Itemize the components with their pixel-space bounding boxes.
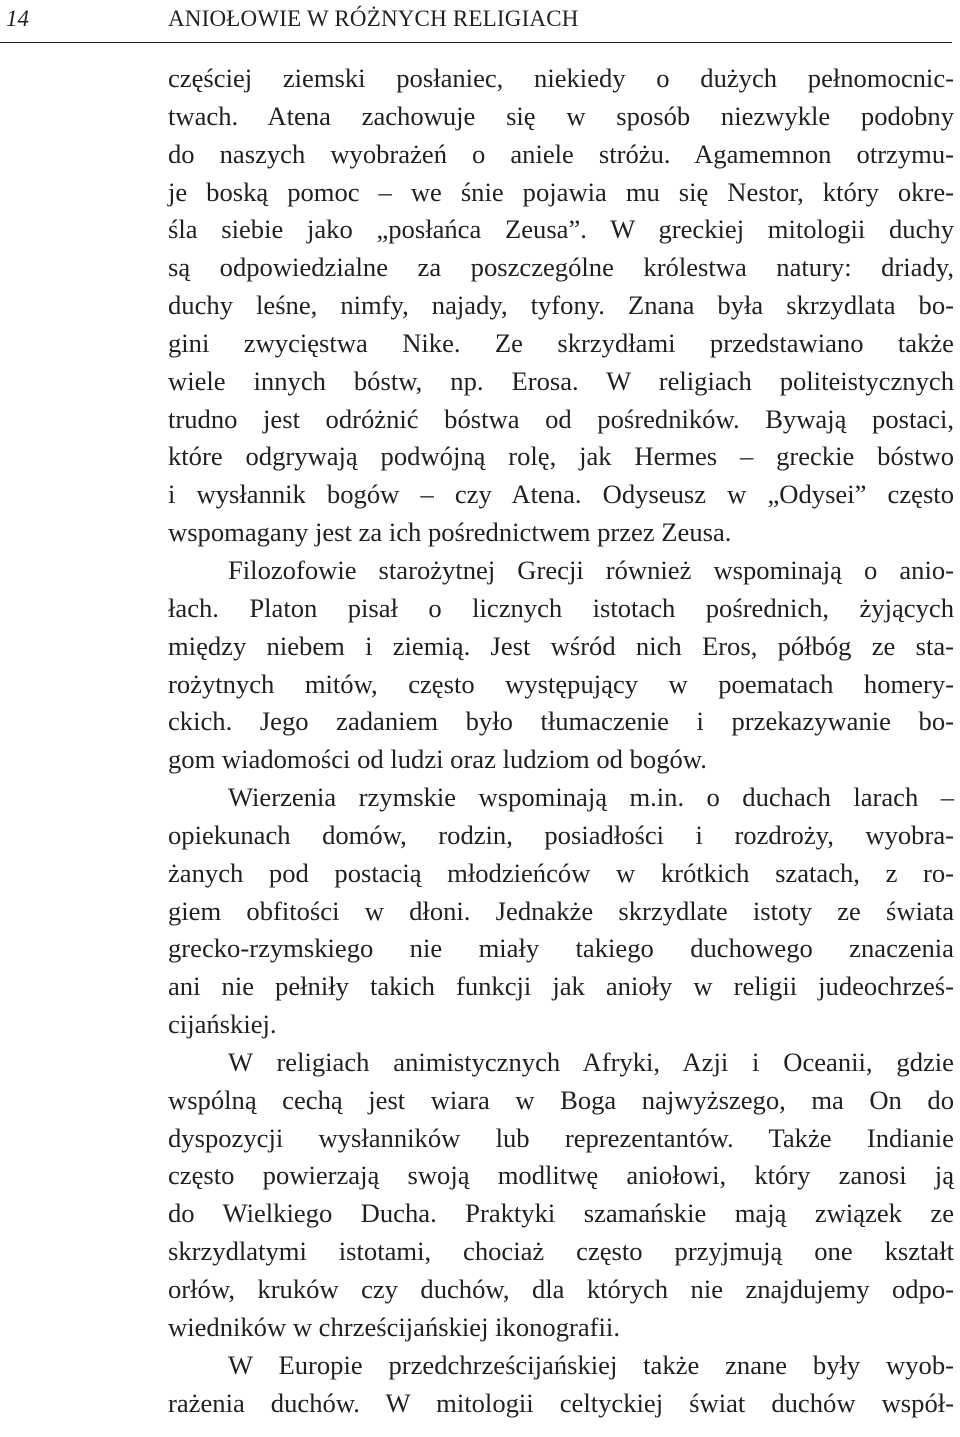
paragraph (168, 60, 954, 552)
paragraph (168, 779, 954, 1044)
text-line: łach. Platon pisał o licznych istotach pośrednich, żyjących (168, 592, 954, 623)
text-line: Filozofowie starożytnej Grecji również wspominają o anio- (228, 554, 954, 585)
text-line: żanych pod postacią młodzieńców w krótkich szatach, z ro- (168, 857, 954, 888)
text-line: cijańskiej. (168, 1009, 277, 1040)
running-head: ANIOŁOWIE W RÓŻNYCH RELIGIACH (168, 6, 579, 31)
text-line: wiedników w chrześcijańskiej ikonografii. (168, 1311, 620, 1342)
text-line: trudno jest odróżnić bóstwa od pośredników. Bywają postaci, (168, 403, 954, 434)
text-line: duchy leśne, nimfy, najady, tyfony. Znana była skrzydlata bo- (168, 290, 954, 321)
text-line: ckich. Jego zadaniem było tłumaczenie i przekazywanie bo- (168, 706, 954, 737)
text-line: orłów, kruków czy duchów, dla których nie znajdujemy odpo- (168, 1274, 954, 1304)
text-line: skrzydlatymi istotami, chociaż często przyjmują one kształt (168, 1236, 954, 1267)
text-line: Wierzenia rzymskie wspominają m.in. o duchach larach – (228, 782, 954, 813)
text-line: W Europie przedchrześcijańskiej także znane były wyob- (228, 1349, 954, 1380)
text-line: rożytnych mitów, często występujący w poematach homery- (168, 668, 954, 699)
text-line: grecko-rzymskiego nie miały takiego duchowego znaczenia (168, 933, 954, 964)
text-line: częściej ziemski posłaniec, niekiedy o dużych pełnomocnic- (168, 63, 954, 93)
text-line: W religiach animistycznych Afryki, Azji i Oceanii, gdzie (228, 1046, 954, 1077)
paragraph (168, 1347, 954, 1423)
text-line: ani nie pełniły takich funkcji jak anioły w religii judeochrześ- (168, 971, 954, 1002)
text-line: śla siebie jako „posłańca Zeusa”. W greckiej mitologii duchy (168, 214, 954, 245)
text-line: giem obfitości w dłoni. Jednakże skrzydlate istoty ze świata (168, 895, 954, 926)
page-number: 14 (6, 6, 29, 31)
body-text (168, 60, 954, 1422)
text-line: między niebem i ziemią. Jest wśród nich Eros, półbóg ze sta- (168, 630, 954, 661)
text-line: wiele innych bóstw, np. Erosa. W religiach politeistycznych (168, 365, 954, 396)
text-line: do Wielkiego Ducha. Praktyki szamańskie mają związek ze (168, 1198, 954, 1229)
text-line: i wysłannik bogów – czy Atena. Odyseusz w „Odysei” często (168, 479, 954, 510)
paragraph (168, 1044, 954, 1347)
text-line: wspólną cechą jest wiara w Boga najwyższego, ma On do (168, 1084, 954, 1115)
text-line: je boską pomoc – we śnie pojawia mu się Nestor, który okre- (168, 176, 954, 207)
text-line: wspomagany jest za ich pośrednictwem przez Zeusa. (168, 517, 732, 548)
text-line: często powierzają swoją modlitwę aniołowi, który zanosi ją (168, 1160, 954, 1191)
text-line: które odgrywają podwójną rolę, jak Hermes – greckie bóstwo (168, 441, 954, 472)
text-line: do naszych wyobrażeń o aniele stróżu. Agamemnon otrzymu- (168, 138, 954, 169)
text-line: gini zwycięstwa Nike. Ze skrzydłami przedstawiano także (168, 327, 954, 358)
text-line: gom wiadomości od ludzi oraz ludziom od bogów. (168, 744, 707, 775)
text-line: rażenia duchów. W mitologii celtyckiej świat duchów współ- (168, 1387, 954, 1418)
text-line: twach. Atena zachowuje się w sposób niezwykle podobny (168, 100, 954, 131)
page-header (0, 0, 952, 43)
text-line: dyspozycji wysłanników lub reprezentantów. Także Indianie (168, 1122, 954, 1153)
paragraph (168, 552, 954, 779)
text-line: opiekunach domów, rodzin, posiadłości i rozdroży, wyobra- (168, 819, 954, 850)
text-line: są odpowiedzialne za poszczególne królestwa natury: driady, (168, 252, 954, 283)
